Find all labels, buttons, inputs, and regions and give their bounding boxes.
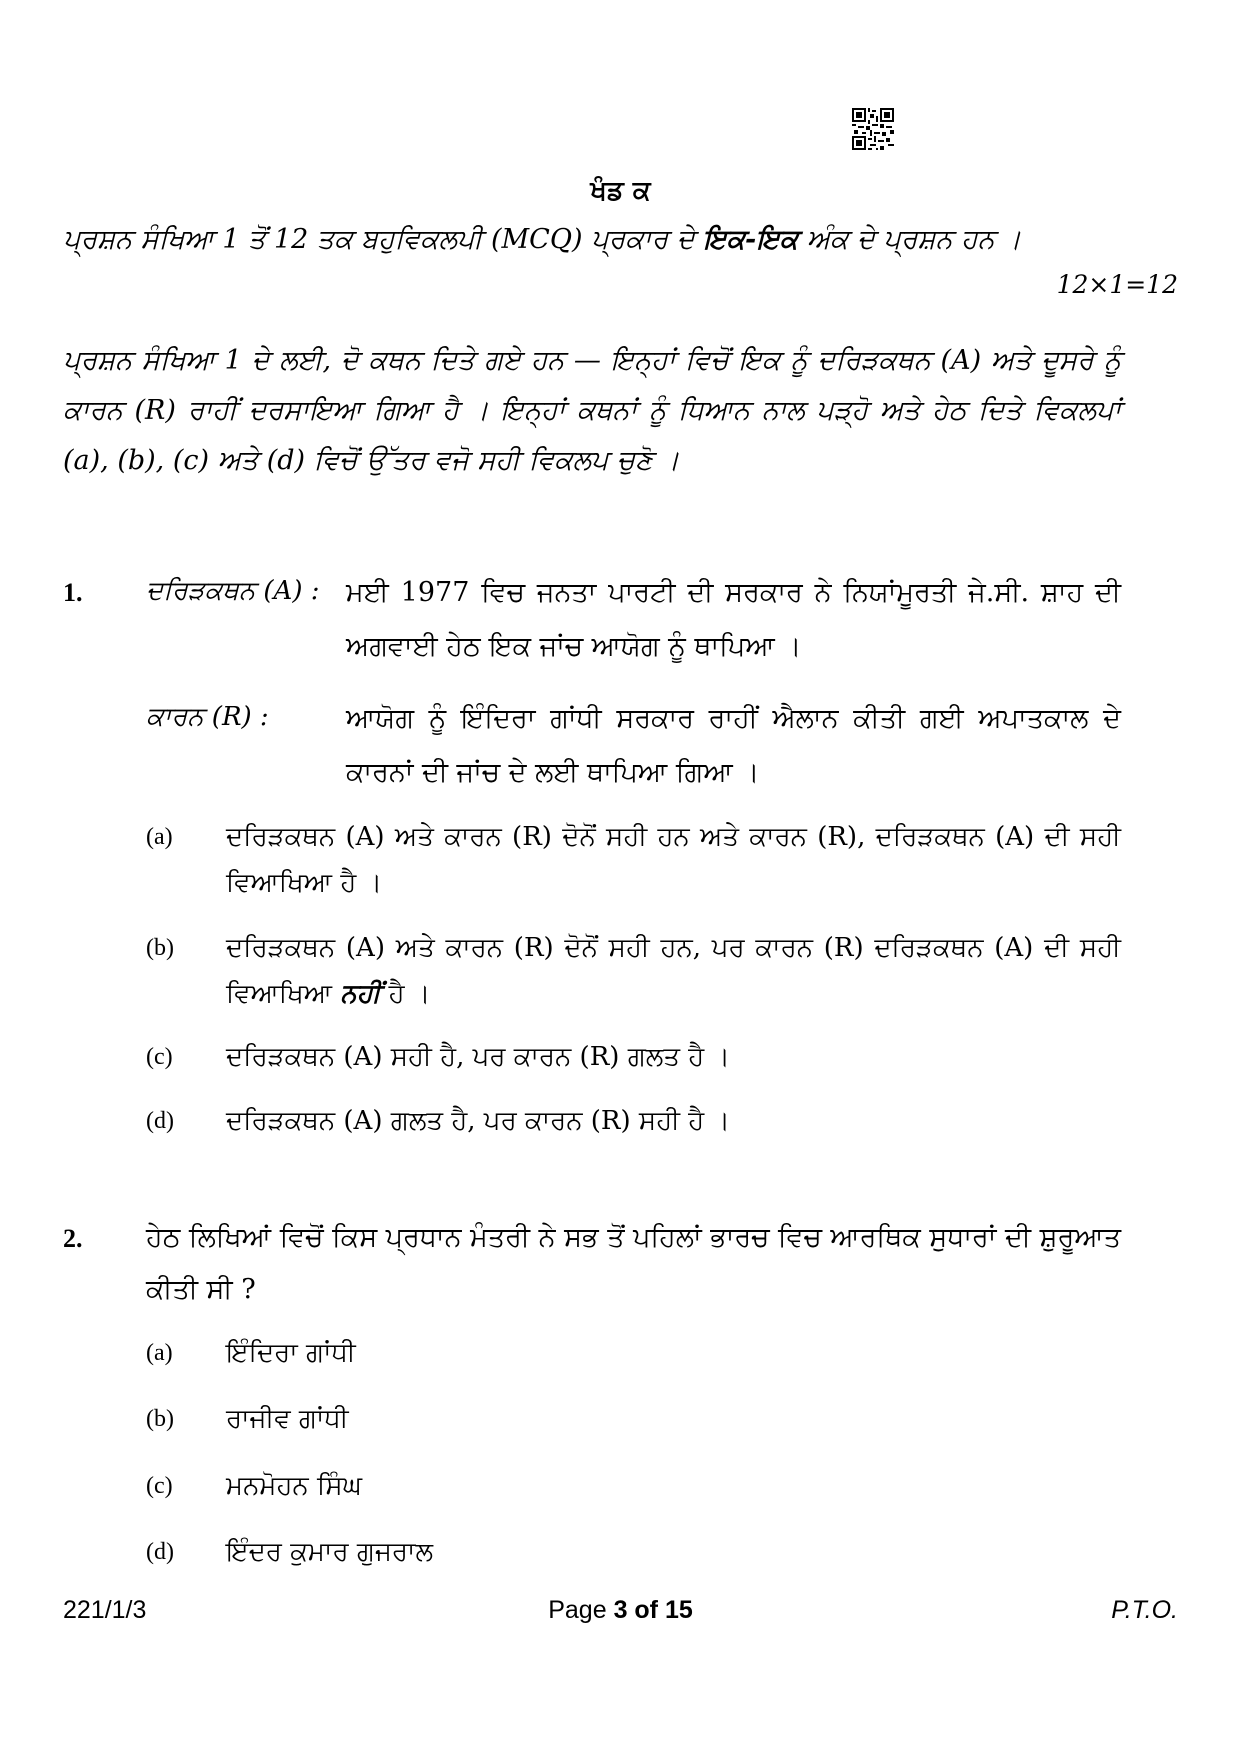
question-1-number: 1. — [63, 578, 83, 607]
intro-paragraph: ਪ੍ਰਸ਼ਨ ਸੰਖਿਆ 1 ਦੇ ਲਈ, ਦੋ ਕਥਨ ਦਿਤੇ ਗਏ ਹਨ — ਇਨ੍ਹਾਂ ਵਿਚੋਂ ਇਕ ਨੂੰ ਦਰਿੜਕਥਨ (A) ਅਤੇ ਦੂਸਰੇ ਨੂੰ ਕਾਰਨ (R) ਰਾਹੀਂ ਦਰਸਾਇਆ ਗਿਆ ਹੈ । ਇਨ੍ਹਾਂ ਕਥਨਾਂ ਨੂੰ ਧਿਆਨ ਨਾਲ ਪੜ੍ਹੋ ਅਤੇ ਹੇਠ ਦਿਤੇ ਵਿਕਲਪਾਂ (a), (b), (c) ਅਤੇ (d) ਵਿਚੋਂ ਉੱਤਰ ਵਜੋ ਸਹੀ ਵਿਕਲਪ ਚੁਣੋ । — [63, 345, 1121, 476]
reason-label: ਕਾਰਨ (R) : — [146, 702, 269, 732]
q1-option-b-emphasis: ਨਹੀਂ — [340, 979, 381, 1009]
instruction-part1: ਪ੍ਰਸ਼ਨ ਸੰਖਿਆ 1 ਤੋਂ 12 ਤਕ ਬਹੁਵਿਕਲਪੀ (MCQ) ਪ੍ਰਕਾਰ ਦੇ — [63, 224, 704, 255]
q1-option-b-text-end: ਹੈ । — [380, 979, 431, 1009]
page-current: 3 — [613, 1596, 628, 1624]
question-2-number: 2. — [63, 1224, 83, 1253]
section-instruction — [63, 224, 1183, 256]
paper-code: 221/1/3 — [63, 1596, 147, 1624]
qr-code — [852, 108, 894, 150]
q1-option-c-text: ਦਰਿੜਕਥਨ (A) ਸਹੀ ਹੈ, ਪਰ ਕਾਰਨ (R) ਗਲਤ ਹੈ । — [226, 1042, 731, 1072]
q2-option-b-label: (b) — [146, 1406, 174, 1432]
q1-option-b-text — [226, 925, 1121, 1017]
section-title: ਖੰਡ ਕ — [590, 176, 651, 206]
reason-text: ਆਯੋਗ ਨੂੰ ਇੰਦਿਰਾ ਗਾਂਧੀ ਸਰਕਾਰ ਰਾਹੀਂ ਐਲਾਨ ਕੀਤੀ ਗਈ ਅਪਾਤਕਾਲ ਦੇ ਕਾਰਨਾਂ ਦੀ ਜਾਂਚ ਦੇ ਲਈ ਥਾਪਿਆ ਗਿਆ । — [346, 703, 1121, 788]
q1-option-b-text-main: ਦਰਿੜਕਥਨ (A) ਅਤੇ ਕਾਰਨ (R) ਦੋਨੋਂ ਸਹੀ ਹਨ, ਪਰ ਕਾਰਨ (R) ਦਰਿੜਕਥਨ (A) ਦੀ ਸਹੀ ਵਿਆਖਿਆ — [226, 933, 1121, 1009]
q1-option-d-text: ਦਰਿੜਕਥਨ (A) ਗਲਤ ਹੈ, ਪਰ ਕਾਰਨ (R) ਸਹੀ ਹੈ । — [226, 1106, 731, 1136]
pto-label: P.T.O. — [1111, 1596, 1178, 1624]
q2-option-b-text: ਰਾਜੀਵ ਗਾਂਧੀ — [226, 1404, 349, 1434]
q2-option-d-text: ਇੰਦਰ ਕੁਮਾਰ ਗੁਜਰਾਲ — [226, 1537, 434, 1567]
q2-option-d-label: (d) — [146, 1539, 174, 1565]
q2-option-a-label: (a) — [146, 1340, 173, 1366]
q2-option-a-text: ਇੰਦਿਰਾ ਗਾਂਧੀ — [226, 1338, 356, 1368]
assertion-text: ਮਈ 1977 ਵਿਚ ਜਨਤਾ ਪਾਰਟੀ ਦੀ ਸਰਕਾਰ ਨੇ ਨਿਯਾਂਮੂਰਤੀ ਜੇ.ਸੀ. ਸ਼ਾਹ ਦੀ ਅਗਵਾਈ ਹੇਠ ਇਕ ਜਾਂਚ ਆਯੋਗ ਨੂੰ ਥਾਪਿਆ । — [346, 577, 1121, 662]
assertion-label: ਦਰਿੜਕਥਨ (A) : — [146, 576, 320, 606]
q2-option-c-text: ਮਨਮੋਹਨ ਸਿੰਘ — [226, 1471, 362, 1501]
q1-option-c-label: (c) — [146, 1044, 173, 1070]
q2-option-c-label: (c) — [146, 1473, 173, 1499]
page-of: of — [627, 1596, 665, 1624]
instruction-emphasis: ਇਕ-ਇਕ — [703, 224, 799, 255]
q1-option-a-label: (a) — [146, 824, 173, 850]
instruction-part2: ਅੰਕ ਦੇ ਪ੍ਰਸ਼ਨ ਹਨ । — [798, 224, 1022, 255]
q1-option-a-text: ਦਰਿੜਕਥਨ (A) ਅਤੇ ਕਾਰਨ (R) ਦੋਨੋਂ ਸਹੀ ਹਨ ਅਤੇ ਕਾਰਨ (R), ਦਰਿੜਕਥਨ (A) ਦੀ ਸਹੀ ਵਿਆਖਿਆ ਹੈ । — [226, 822, 1121, 898]
page-prefix: Page — [548, 1596, 614, 1624]
marks-allocation: 12×1=12 — [1056, 270, 1178, 299]
question-2-text: ਹੇਠ ਲਿਖਿਆਂ ਵਿਚੋਂ ਕਿਸ ਪ੍ਰਧਾਨ ਮੰਤਰੀ ਨੇ ਸਭ ਤੋਂ ਪਹਿਲਾਂ ਭਾਰਚ ਵਿਚ ਆਰਥਿਕ ਸੁਧਾਰਾਂ ਦੀ ਸ਼ੁਰੂਆਤ ਕੀਤੀ ਸੀ ? — [146, 1222, 1121, 1305]
q1-option-b-label: (b) — [146, 935, 174, 961]
page-total: 15 — [664, 1596, 693, 1624]
q1-option-d-label: (d) — [146, 1108, 174, 1134]
page-number — [0, 1596, 1241, 1625]
